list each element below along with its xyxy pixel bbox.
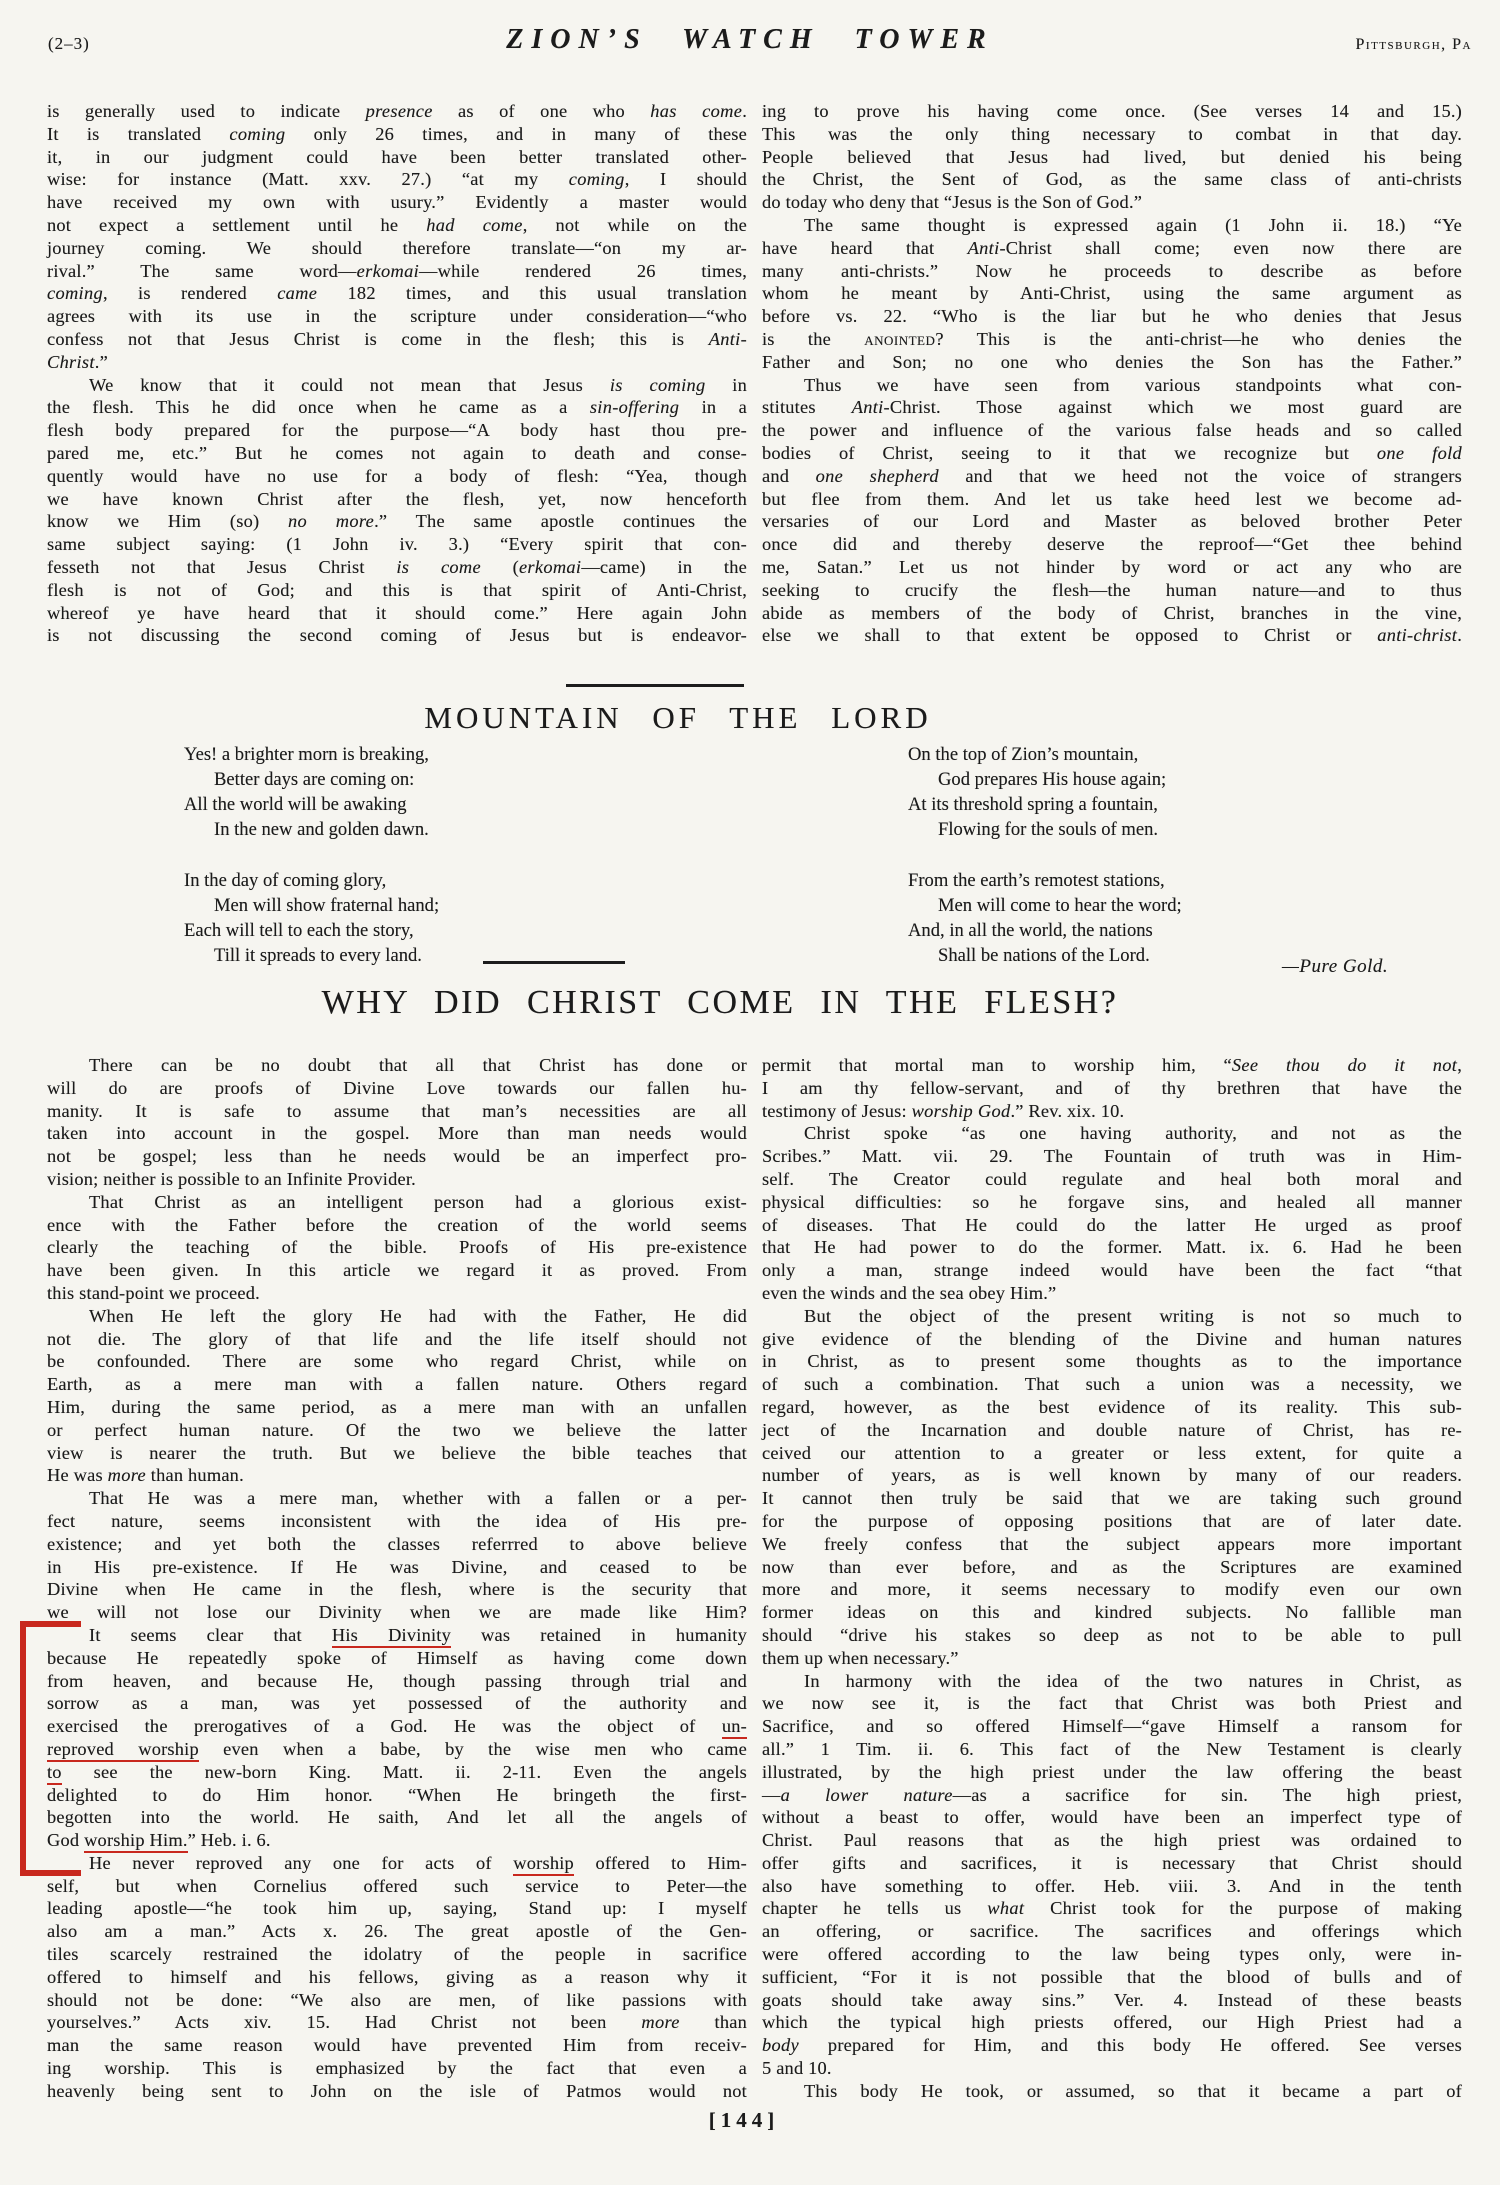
poem-section-title: MOUNTAIN OF THE LORD (424, 700, 932, 735)
poem-column-right (908, 742, 1182, 968)
article-paragraph (47, 1054, 747, 1191)
text-line: but flee from them. And let us take heed lest we become ad- (762, 488, 1462, 509)
text-line: in His pre-existence. If He was Divine, and ceased to be (47, 1556, 747, 1577)
article-section-title: WHY DID CHRIST COME IN THE FLESH? (321, 984, 1119, 1021)
text-line: without a beast to offer, would have been an imperfect type of (762, 1807, 1462, 1828)
text-line: which the typical high priests offered, our High Priest had a (762, 2012, 1462, 2033)
poem-line: God prepares His house again; (938, 769, 1167, 790)
article-paragraph (762, 2080, 1462, 2103)
poem-line: On the top of Zion’s mountain, (908, 744, 1139, 765)
text-line: only a man, strange indeed would have been the fact “that (762, 1260, 1462, 1281)
text-line: heavenly being sent to John on the isle of Patmos would not (47, 2080, 747, 2101)
text-line: It is translated coming only 26 times, and in many of these (47, 123, 747, 144)
text-line: we have known Christ after the flesh, yet, now henceforth (47, 488, 747, 509)
text-line: me, Satan.” Let us not hinder by word or act any who are (762, 556, 1462, 577)
article-paragraph (762, 1122, 1462, 1304)
text-line: ing worship. This is emphasized by the fact that even a (47, 2058, 747, 2079)
text-line: manity. It is safe to assume that man’s necessities are all (47, 1100, 747, 1121)
text-line: offered to himself and his fellows, giving as a reason why it (47, 1966, 747, 1987)
article-paragraph (762, 1305, 1462, 1670)
text-line: ence with the Father before the creation of the world seems (47, 1214, 747, 1235)
text-line: and one shepherd and that we heed not the voice of strangers (762, 465, 1462, 486)
text-line: do today who deny that “Jesus is the Son of God.” (762, 192, 1143, 213)
text-line: The same thought is expressed again (1 John ii. 18.) “Ye (804, 214, 1462, 235)
text-line: of such a combination. That such a union was a necessity, we (762, 1374, 1462, 1395)
text-line: goats should take away sins.” Ver. 4. Instead of these beasts (762, 1989, 1462, 2010)
text-line: bodies of Christ, seeing to it that we recognize but one fold (762, 442, 1462, 463)
article-paragraph (47, 1191, 747, 1305)
poem-line: Yes! a brighter morn is breaking, (184, 744, 429, 765)
text-line: But the object of the present writing is not so much to (804, 1305, 1462, 1326)
text-line: People believed that Jesus had lived, but denied his being (762, 146, 1462, 167)
text-line: pared me, etc.” But he comes not again to death and conse- (47, 442, 747, 463)
text-line: not expect a settlement until he had come, not while on the (47, 214, 748, 235)
poem-line: In the day of coming glory, (184, 870, 387, 891)
page-number: [144] (708, 2108, 780, 2132)
masthead-title: ZION’S WATCH TOWER (506, 24, 994, 55)
poem-line: Shall be nations of the Lord. (938, 945, 1150, 966)
text-line: Him, during the same period, as a mere man with an unfallen (47, 1396, 747, 1417)
section-divider (483, 961, 625, 964)
text-line: all.” 1 Tim. ii. 6. This fact of the New Testament is clearly (762, 1738, 1462, 1759)
text-line: That He was a mere man, whether with a fallen or a per- (89, 1488, 747, 1509)
text-line: is generally used to indicate presence as of one who has come. (47, 101, 747, 121)
text-line: be confounded. There are some who regard Christ, while on (47, 1351, 747, 1372)
annotated-paragraph-with-red-bracket (47, 1624, 747, 1852)
text-line: whom he meant by Anti-Christ, using the same argument as (762, 283, 1462, 304)
article-paragraph (762, 1670, 1462, 2080)
text-line: When He left the glory He had with the Father, He did (89, 1305, 747, 1326)
article-paragraph (47, 1305, 747, 1487)
text-line: journey coming. We should therefore translate—“on my ar- (47, 237, 747, 258)
text-line: is not discussing the second coming of Jesus but is endeavor- (47, 625, 747, 646)
text-line: fesseth not that Jesus Christ is come (erkomai—came) in the (47, 556, 747, 577)
text-line: stitutes Anti-Christ. Those against which we most guard are (762, 397, 1462, 418)
text-line: chapter he tells us what Christ took for the purpose of making (762, 1898, 1462, 1919)
text-line: we now see it, is the fact that Christ was both Priest and (762, 1693, 1462, 1714)
text-line: same subject saying: (1 John iv. 3.) “Every spirit that con- (47, 534, 747, 555)
issue-page-ref: (2–3) (48, 34, 90, 53)
text-line: is the anointed? This is the anti-christ—he who denies the (762, 328, 1462, 349)
text-line: view is nearer the truth. But we believe the bible teaches that (47, 1442, 747, 1463)
column-article-left (47, 1054, 747, 2103)
text-line: seeking to crucify the flesh—the human nature—and to thus (762, 579, 1462, 600)
text-line: reproved worship even when a babe, by the wise men who came (47, 1738, 747, 1761)
section-divider (566, 684, 744, 687)
text-line: self. The Creator could regulate and heal both moral and (762, 1168, 1462, 1189)
text-line: it, in our judgment could have been better translated other- (47, 146, 747, 167)
text-line: should “drive his stakes so deep as not to be able to pull (762, 1624, 1462, 1645)
text-line: physical difficulties: so he forgave sins, and healed all manner (762, 1191, 1462, 1212)
poem-line: Better days are coming on: (214, 769, 415, 790)
text-line: God worship Him.” Heb. i. 6. (47, 1829, 747, 1852)
text-line: wise: for instance (Matt. xxv. 27.) “at my coming, I should (47, 169, 747, 190)
text-line: —a lower nature—as a sacrifice for sin. The high priest, (762, 1784, 1462, 1805)
text-line: This body He took, or assumed, so that it became a part of (804, 2080, 1462, 2101)
text-line: abide as members of the body of Christ, branches in the vine, (762, 602, 1462, 623)
text-line: for the purpose of opposing positions that are of later date. (762, 1510, 1462, 1531)
text-line: once did and thereby deserve the reproof—“Get thee behind (762, 534, 1462, 555)
text-line: the flesh. This he did once when he came as a sin-offering in a (47, 397, 747, 418)
text-line: delighted to do Him honor. “When He bringeth the first- (47, 1784, 747, 1805)
text-line: vision; neither is possible to an Infinite Provider. (47, 1168, 416, 1189)
text-line: Christ.” (47, 351, 108, 372)
poem-stanza (908, 868, 1182, 968)
text-line: also am a man.” Acts x. 26. The great apostle of the Gen- (47, 1921, 747, 1942)
text-line: not be gospel; less than he needs would be an imperfect pro- (47, 1146, 747, 1167)
poem-line: Each will tell to each the story, (184, 920, 414, 941)
text-line: It seems clear that His Divinity was retained in humanity (47, 1624, 747, 1647)
text-line: also have something to offer. Heb. viii. 3. And in the tenth (762, 1875, 1462, 1896)
article-paragraph (47, 1852, 747, 2103)
text-line: Earth, as a mere man with a fallen nature. Others regard (47, 1374, 747, 1395)
text-line: this stand-point we proceed. (47, 1282, 260, 1303)
article-paragraph (762, 374, 1462, 648)
text-line: or perfect human nature. Of the two we believe the latter (47, 1419, 747, 1440)
text-line: offer gifts and sacrifices, it is necessary that Christ should (762, 1852, 1462, 1873)
column-article-right (762, 1054, 1462, 2103)
text-line: regard, however, as the best evidence of its reality. This sub- (762, 1396, 1462, 1417)
text-line: 5 and 10. (762, 2058, 832, 2079)
text-line: agrees with its use in the scripture under consideration—“who (47, 306, 747, 327)
text-line: Christ spoke “as one having authority, and not as the (804, 1123, 1462, 1144)
text-line: yourselves.” Acts xiv. 15. Had Christ not been more than (47, 2012, 748, 2033)
text-line: in Christ, as to present some thoughts as to the importance (762, 1351, 1462, 1372)
text-line: illustrated, by the high priest under the law offering the beast (762, 1761, 1462, 1782)
text-line: now than ever before, and as the Scriptures are examined (762, 1556, 1462, 1577)
text-line: have been given. In this article we regard it as proved. From (47, 1260, 747, 1281)
text-line: ceived our attention to a greater or less extent, for quite a (762, 1442, 1462, 1463)
text-line: know we Him (so) no more.” The same apostle continues the (47, 511, 748, 532)
text-line: to see the new-born King. Matt. ii. 2-11. Even the angels (47, 1761, 747, 1784)
poem-stanza (908, 742, 1182, 842)
text-line: Sacrifice, and so offered Himself—“gave Himself a ransom for (762, 1716, 1462, 1737)
text-line: We freely confess that the subject appears more important (762, 1533, 1462, 1554)
poem-column-left (184, 742, 439, 968)
poem-line: And, in all the world, the nations (908, 920, 1153, 941)
poem-line: All the world will be awaking (184, 794, 407, 815)
text-line: This was the only thing necessary to combat in that day. (762, 123, 1462, 144)
text-line: We know that it could not mean that Jesus is coming in (89, 374, 747, 395)
text-line: number of years, as is well known by many of our readers. (762, 1465, 1462, 1486)
text-line: coming, is rendered came 182 times, and this usual translation (47, 283, 747, 304)
poem-line: From the earth’s remotest stations, (908, 870, 1165, 891)
text-line: that He had power to do the former. Matt. ix. 6. Had he been (762, 1237, 1462, 1258)
text-line: It cannot then truly be said that we are taking such ground (762, 1488, 1462, 1509)
text-line: In harmony with the idea of the two natures in Christ, as (804, 1670, 1462, 1691)
text-line: He was more than human. (47, 1465, 244, 1486)
text-line: the Christ, the Sent of God, as the same class of anti-christs (762, 169, 1462, 190)
text-line: have received my own with usury.” Evidently a master would (47, 192, 747, 213)
poem-stanza (184, 742, 439, 842)
text-line: have heard that Anti-Christ shall come; even now there are (762, 237, 1462, 258)
text-line: sufficient, “For it is not possible that the blood of bulls and of (762, 1966, 1462, 1987)
text-line: exercised the prerogatives of a God. He was the object of un- (47, 1715, 747, 1738)
article-paragraph (47, 100, 747, 374)
poem-line: Till it spreads to every land. (214, 945, 422, 966)
text-line: body prepared for Him, and this body He offered. See verses (762, 2035, 1462, 2056)
text-line: sorrow as a man, was yet possessed of the authority and (47, 1693, 747, 1714)
text-line: He never reproved any one for acts of worship offered to Him- (47, 1852, 747, 1875)
poem-line: Men will show fraternal hand; (214, 895, 440, 916)
article-paragraph (47, 1487, 747, 1624)
text-line: self, but when Cornelius offered such service to Peter—the (47, 1875, 747, 1896)
text-line: the power and influence of the various false heads and so called (762, 420, 1462, 441)
text-line: whereof ye have heard that it should come.” Here again John (47, 602, 747, 623)
article-paragraph (762, 100, 1462, 214)
text-line: else we shall to that extent be opposed to Christ or anti-christ. (762, 625, 1462, 646)
text-line: should not be done: “We also are men, of like passions with (47, 1989, 747, 2010)
text-line: versaries of our Lord and Master as beloved brother Peter (762, 511, 1462, 532)
text-line: taken into account in the gospel. More than man needs would (47, 1123, 747, 1144)
text-line: rival.” The same word—erkomai—while rendered 26 times, (47, 260, 747, 281)
text-line: That Christ as an intelligent person had a glorious exist- (89, 1191, 747, 1212)
text-line: Christ. Paul reasons that as the high priest was ordained to (762, 1830, 1462, 1851)
poem-line: Flowing for the souls of men. (938, 819, 1159, 840)
text-line: ing to prove his having come once. (See verses 14 and 15.) (762, 101, 1462, 121)
text-line: permit that mortal man to worship him, “See thou do it not, (762, 1055, 1462, 1075)
article-paragraph (762, 1054, 1462, 1122)
text-line: There can be no doubt that all that Christ has done or (89, 1055, 747, 1075)
text-line: many anti-christs.” Now he proceeds to describe as before (762, 260, 1462, 281)
place-label: Pittsburgh, Pa (1355, 36, 1472, 53)
poem-line: In the new and golden dawn. (214, 819, 429, 840)
text-line: fect nature, seems inconsistent with the idea of His pre- (47, 1510, 747, 1531)
text-line: will do are proofs of Divine Love towards our fallen hu- (47, 1077, 747, 1098)
text-line: leading apostle—“he took him up, saying, Stand up: I myself (47, 1898, 747, 1919)
poem-attribution: —Pure Gold. (1282, 956, 1389, 977)
text-line: I am thy fellow-servant, and of thy brethren that have the (762, 1077, 1462, 1098)
text-line: them up when necessary.” (762, 1647, 959, 1668)
text-line: ject of the Incarnation and double nature of Christ, has re- (762, 1419, 1462, 1440)
text-line: testimony of Jesus: worship God.” Rev. xix. 10. (762, 1100, 1125, 1121)
text-line: even the winds and the sea obey Him.” (762, 1282, 1057, 1303)
text-line: confess not that Jesus Christ is come in the flesh; this is Anti- (47, 328, 747, 349)
poem-stanza (184, 868, 439, 968)
text-line: we will not lose our Divinity when we are made like Him? (47, 1602, 747, 1623)
text-line: man the same reason would have prevented Him from receiv- (47, 2035, 747, 2056)
text-line: before vs. 22. “Who is the liar but he who denies that Jesus (762, 306, 1462, 327)
text-line: give evidence of the blending of the Divine and human natures (762, 1328, 1462, 1349)
text-line: an offering, or sacrifice. The sacrifices and offerings which (762, 1921, 1462, 1942)
text-line: clearly the teaching of the bible. Proofs of His pre-existence (47, 1237, 747, 1258)
text-line: quently would have no use for a body of flesh: “Yea, though (47, 465, 747, 486)
text-line: of diseases. That He could do the latter He urged as proof (762, 1214, 1462, 1235)
text-line: not die. The glory of that life and the life itself should not (47, 1328, 747, 1349)
article-paragraph (762, 214, 1462, 374)
poem-line: At its threshold spring a fountain, (908, 794, 1158, 815)
text-line: more and more, it seems necessary to modify even our own (762, 1579, 1462, 1600)
text-line: Father and Son; no one who denies the Son has the Father.” (762, 351, 1462, 372)
poem-line: Men will come to hear the word; (938, 895, 1182, 916)
text-line: Divine when He came in the flesh, where is the security that (47, 1579, 747, 1600)
text-line: existence; and yet both the classes referrred to above believe (47, 1533, 747, 1554)
text-line: tiles scarcely restrained the idolatry of the people in sacrifice (47, 1944, 747, 1965)
text-line: flesh is not of God; and this is that spirit of Anti-Christ, (47, 579, 747, 600)
text-line: because He repeatedly spoke of Himself as having come down (47, 1647, 747, 1668)
column-top-left (47, 100, 747, 647)
text-line: were offered according to the law being types only, were in- (762, 1944, 1462, 1965)
text-line: Thus we have seen from various standpoints what con- (804, 374, 1462, 395)
column-top-right (762, 100, 1462, 647)
text-line: from heaven, and because He, though passing through trial and (47, 1670, 747, 1691)
text-line: flesh body prepared for the purpose—“A body hast thou pre- (47, 420, 747, 441)
text-line: begotten into the world. He saith, And let all the angels of (47, 1807, 747, 1828)
text-line: Scribes.” Matt. vii. 29. The Fountain of truth was in Him- (762, 1146, 1462, 1167)
text-line: former ideas on this and kindred subjects. No fallible man (762, 1602, 1462, 1623)
article-paragraph (47, 374, 747, 648)
